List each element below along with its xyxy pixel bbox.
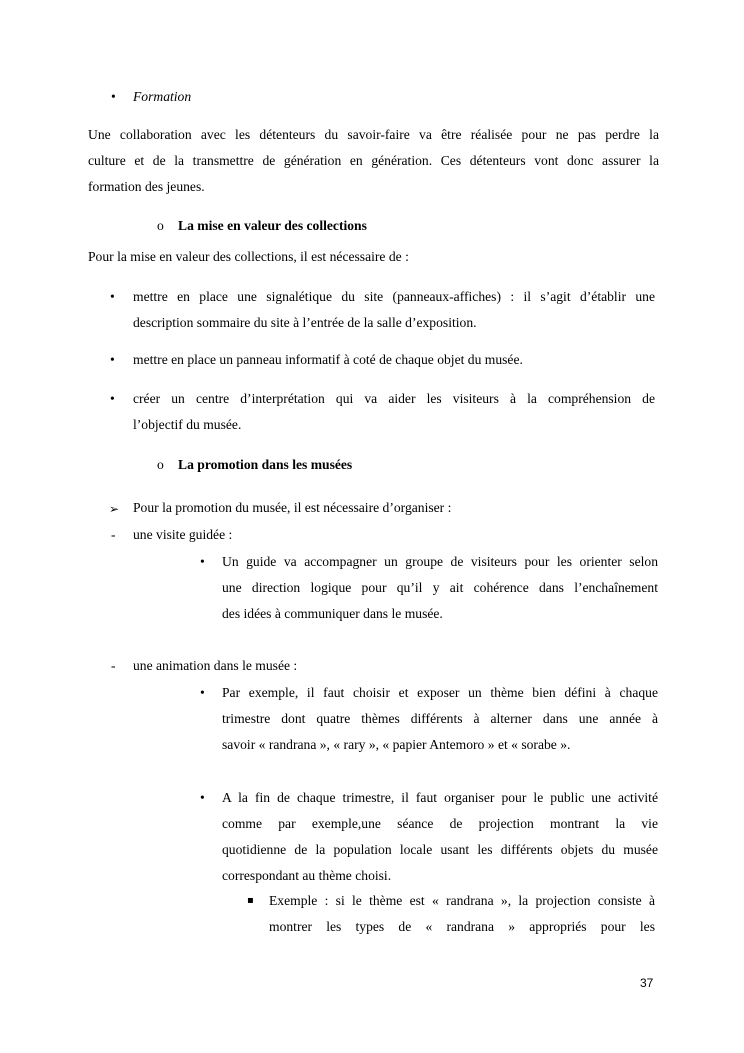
visit-label: une visite guidée : [133,527,233,542]
promotion-intro: Pour la promotion du musée, il est nécessaire d’organiser : [133,500,452,515]
bullet-glyph: • [111,89,116,104]
example-text-line: Exemple : si le thème est « randrana », la projection consiste à [269,893,655,908]
arrow-bullet-icon: ➢ [109,502,120,516]
bullet-glyph: • [200,685,205,700]
animation-text-line: correspondant au thème choisi. [222,868,392,883]
list-item-line: mettre en place une signalétique du site (panneaux-affiches) : il s’agit d’établir une [133,289,655,304]
animation-text-line: comme par exemple,une séance de projection montrant la vie [222,816,658,831]
visit-text-line: Un guide va accompagner un groupe de visiteurs pour les orienter selon [222,554,658,569]
list-item-line: description sommaire du site à l’entrée de la salle d’exposition. [133,315,477,330]
animation-label: une animation dans le musée : [133,658,298,673]
visit-text-line: une direction logique pour qu’il y ait cohérence dans l’enchaînement [222,580,658,595]
animation-text-line: quotidienne de la population locale usant les différents objets du musée [222,842,658,857]
square-bullet: ▪ [247,895,254,906]
bullet-glyph: • [200,790,205,805]
paragraph-line: formation des jeunes. [88,179,205,194]
list-item-line: mettre en place un panneau informatif à coté de chaque objet du musée. [133,352,523,367]
circle-bullet: o [157,218,164,233]
paragraph-line: Une collaboration avec les détenteurs du savoir-faire va être réalisée pour ne pas perdre la [88,127,659,142]
animation-text-line: A la fin de chaque trimestre, il faut organiser pour le public une activité [222,790,658,805]
paragraph-line: culture et de la transmettre de génération en génération. Ces détenteurs vont donc assurer la [88,153,659,168]
circle-bullet: o [157,457,164,472]
formation-heading: Formation [133,89,192,104]
example-text-line: montrer les types de « randrana » appropriés pour les [269,919,655,934]
bullet-glyph: • [110,391,115,406]
dash-bullet: - [111,658,116,673]
list-item-line: l’objectif du musée. [133,417,242,432]
animation-text-line: Par exemple, il faut choisir et exposer un thème bien défini à chaque [222,685,658,700]
animation-text-line: savoir « randrana », « rary », « papier Antemoro » et « sorabe ». [222,737,571,752]
dash-bullet: - [111,527,116,542]
heading-promotion: La promotion dans les musées [178,457,353,472]
bullet-glyph: • [200,554,205,569]
intro-collections: Pour la mise en valeur des collections, il est nécessaire de : [88,249,409,264]
visit-text-line: des idées à communiquer dans le musée. [222,606,443,621]
heading-collections: La mise en valeur des collections [178,218,367,233]
page-number: 37 [640,976,654,990]
bullet-glyph: • [110,352,115,367]
bullet-glyph: • [110,289,115,304]
list-item-line: créer un centre d’interprétation qui va aider les visiteurs à la compréhension de [133,391,655,406]
animation-text-line: trimestre dont quatre thèmes différents à alterner dans une année à [222,711,658,726]
